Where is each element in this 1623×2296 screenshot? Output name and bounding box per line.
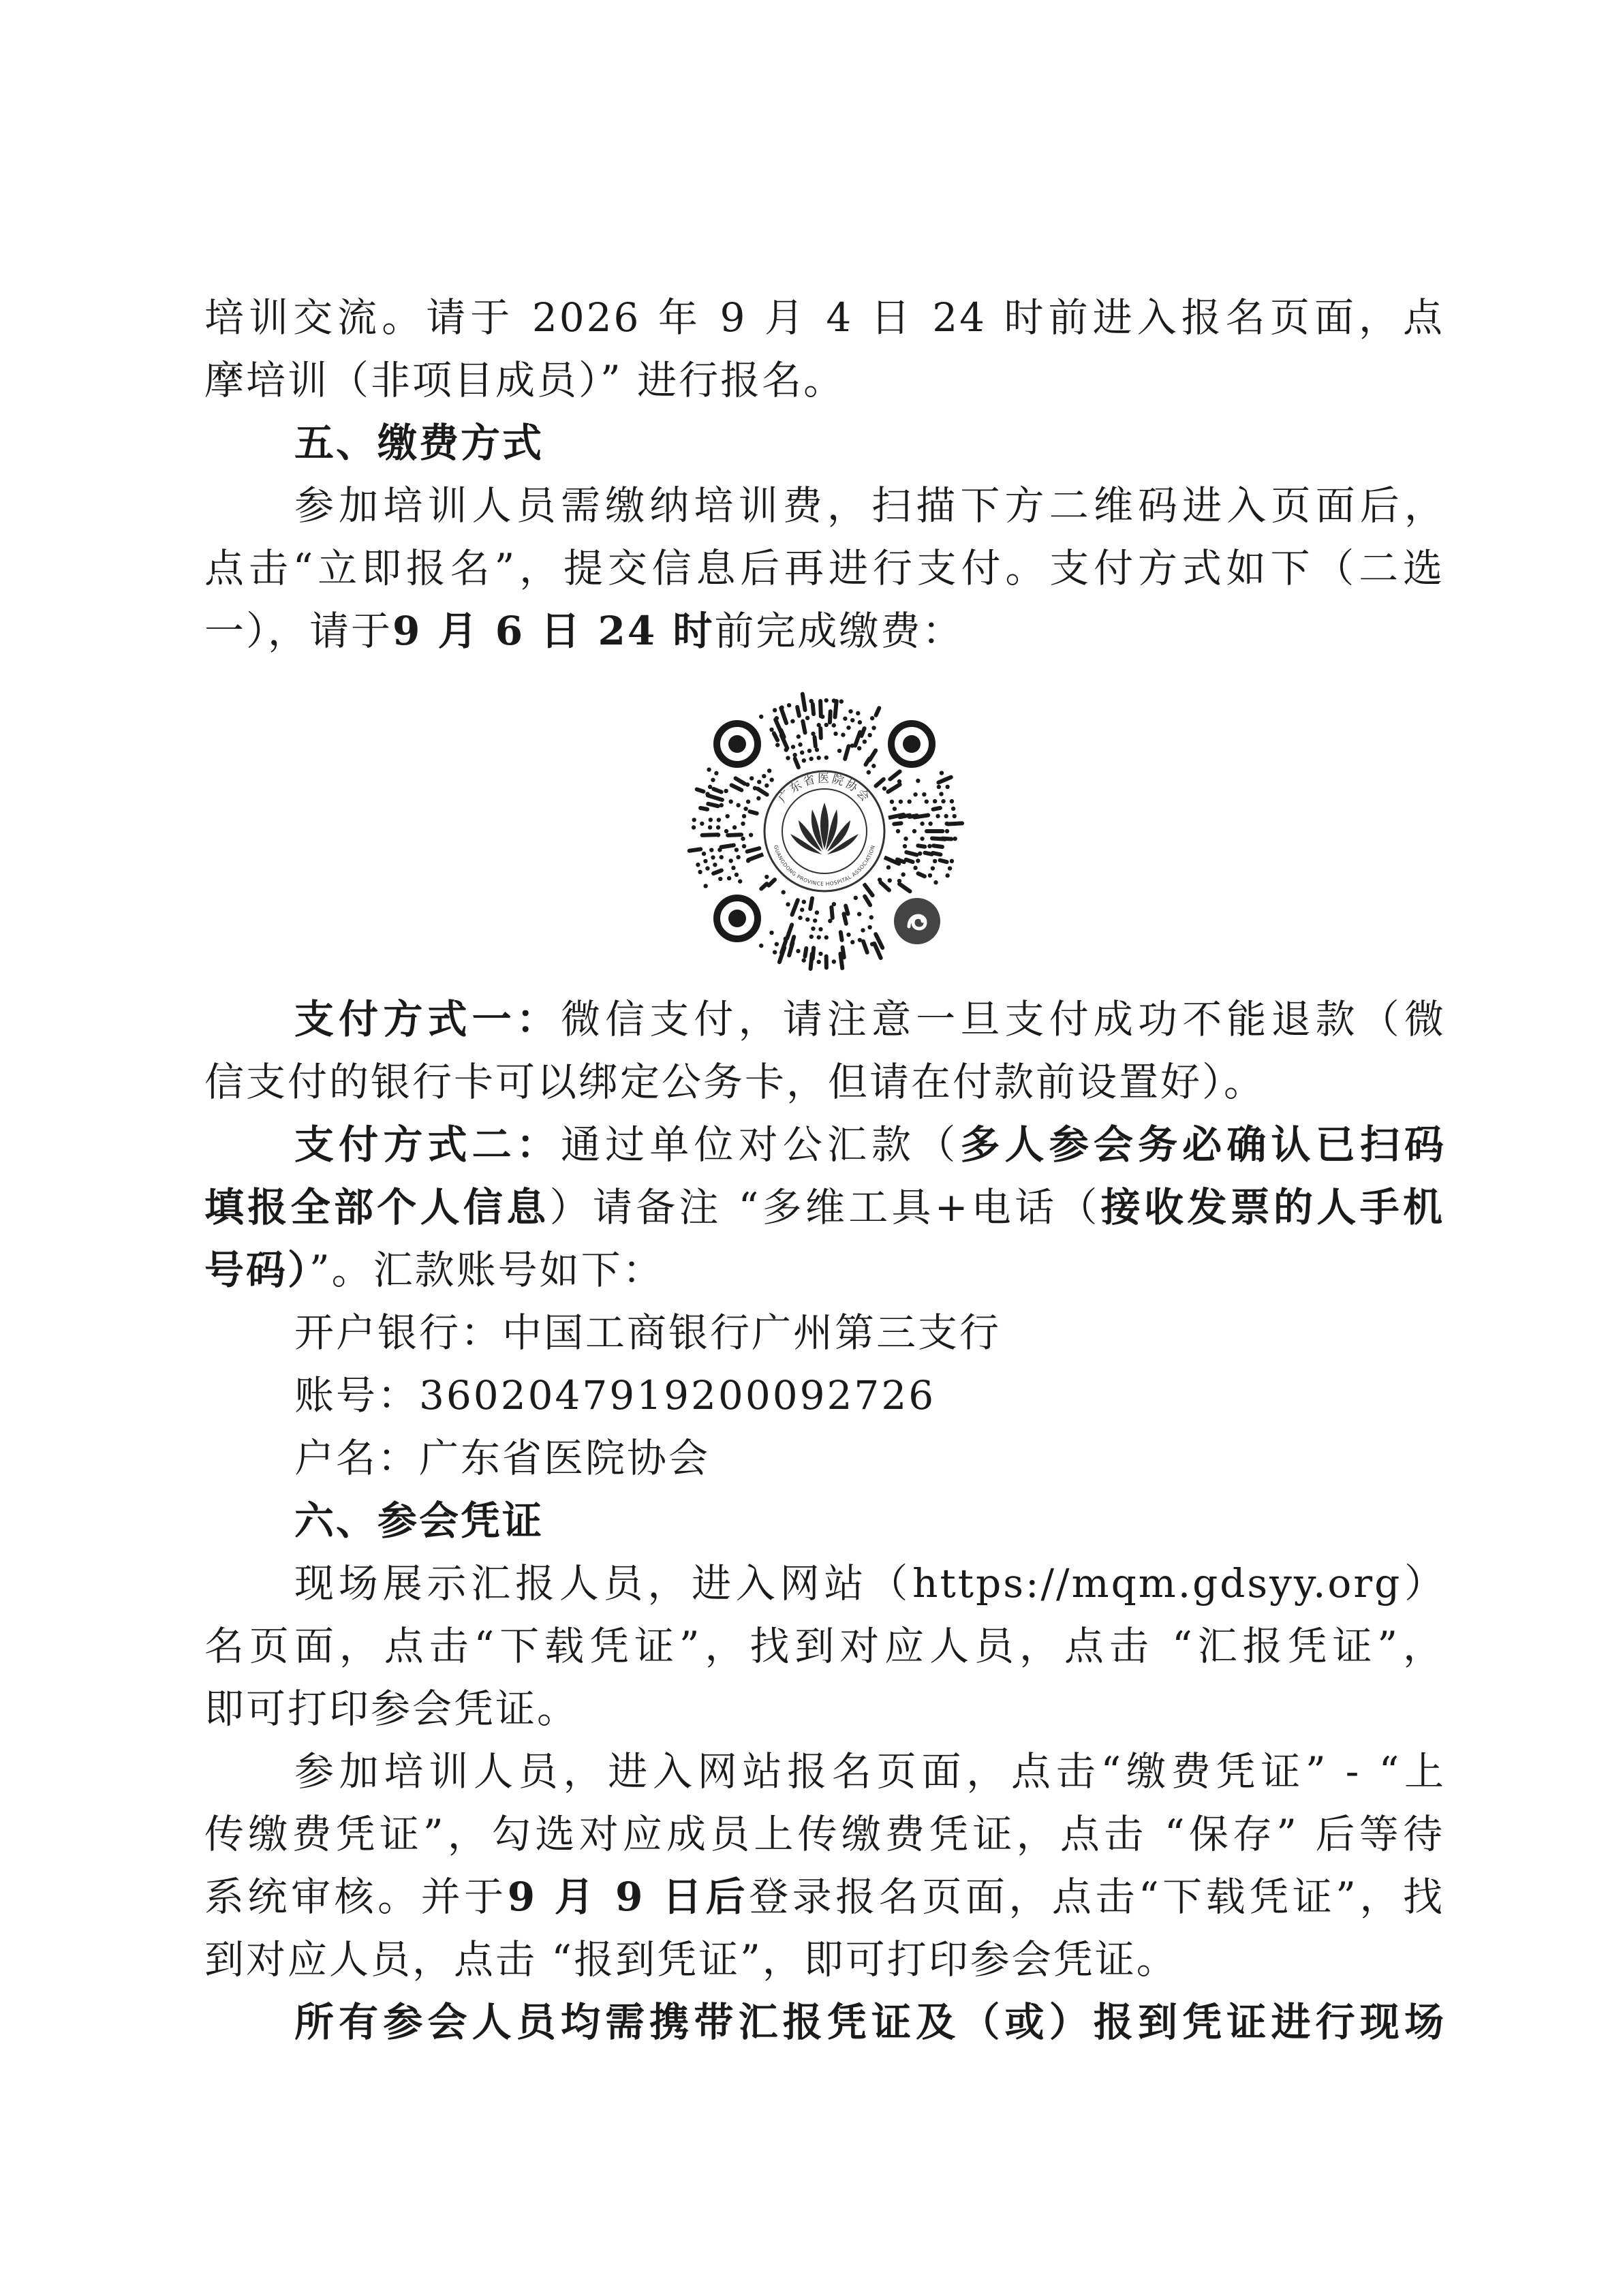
bold-notice: 填报全部个人信息 (204, 1184, 550, 1230)
text-line (204, 1176, 1444, 1239)
bold-notice: 多人参会务必确认已扫码 (960, 1121, 1446, 1168)
bank-name: 开户银行：中国工商银行广州第三支行 (294, 1309, 1002, 1356)
section-heading-payment: 五、缴费方式 (294, 420, 544, 466)
bold-notice: 号码） (204, 1247, 310, 1293)
text-span: ）请备注 “多维工具+电话（ (549, 1184, 1101, 1230)
text-span: 微信支付，请注意一旦支付成功不能退款（微 (560, 996, 1446, 1042)
text-span: 系统审核。并于 (204, 1874, 508, 1920)
text-line (204, 1239, 1444, 1301)
mini-program-qr-code[interactable] (681, 688, 968, 974)
text-line: 传缴费凭证”，勾选对应成员上传缴费凭证，点击 “保存” 后等待 (204, 1811, 1444, 1857)
text-line: 参加培训人员需缴纳培训费，扫描下方二维码进入页面后， (294, 482, 1446, 529)
text-line: 现场展示汇报人员，进入网站（https://mqm.gdsyy.org） (294, 1560, 1446, 1607)
text-line: 信支付的银行卡可以绑定公务卡，但请在付款前设置好）。 (204, 1059, 1266, 1105)
bold-notice: 接收发票的人手机 (1100, 1184, 1444, 1230)
text-span: ”。汇款账号如下： (309, 1247, 664, 1293)
payment-method-1 (294, 988, 1446, 1051)
deadline-highlight: 9 月 6 日 24 时 (392, 608, 715, 654)
text-line: 名页面，点击“下载凭证”，找到对应人员，点击 “汇报凭证”， (204, 1623, 1444, 1669)
text-line: 点击“立即报名”，提交信息后再进行支付。支付方式如下（二选 (204, 545, 1444, 591)
payment-method-2-label: 支付方式二： (294, 1121, 561, 1168)
qr-code-graphic (681, 688, 968, 974)
section-heading-credentials: 六、参会凭证 (294, 1498, 544, 1544)
bank-account-number: 账号：3602047919200092726 (294, 1372, 936, 1418)
text-span: 登录报名页面，点击“下载凭证”，找 (749, 1874, 1444, 1920)
date-highlight: 9 月 9 日后 (507, 1874, 749, 1920)
payment-method-2 (294, 1113, 1446, 1176)
text-span: 一），请于 (204, 608, 393, 654)
seal-top-text: 广东省医院协会 (775, 772, 874, 806)
text-line: 到对应人员，点击 “报到凭证”，即可打印参会凭证。 (204, 1936, 1178, 1983)
text-line: 即可打印参会凭证。 (204, 1686, 579, 1732)
text-span: 前完成缴费： (714, 608, 964, 654)
text-line: 培训交流。请于 2026 年 9 月 4 日 24 时前进入报名页面，点 (204, 294, 1444, 341)
text-line: 摩培训（非项目成员）” 进行报名。 (204, 357, 846, 403)
payment-method-1-label: 支付方式一： (294, 996, 561, 1042)
wechat-mini-program-icon (894, 898, 940, 944)
final-notice: 所有参会人员均需携带汇报凭证及（或）报到凭证进行现场 (294, 1999, 1446, 2045)
text-span: 通过单位对公汇款（ (560, 1121, 961, 1168)
bank-account-name: 户名：广东省医院协会 (294, 1435, 711, 1481)
text-line: 参加培训人员，进入网站报名页面，点击“缴费凭证” - “上 (294, 1748, 1446, 1795)
seal-bottom-text: GUANGDONG PROVINCE HOSPITAL ASSOCIATION (772, 844, 877, 888)
text-line (204, 1865, 1444, 1928)
text-line (204, 600, 1444, 662)
